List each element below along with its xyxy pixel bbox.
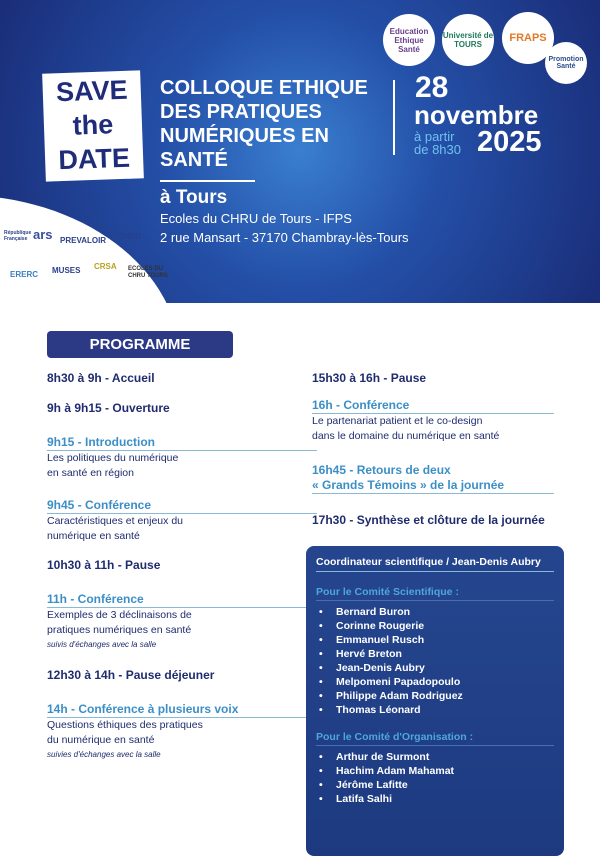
committee-member: • Latifa Salhi xyxy=(316,792,554,806)
item-desc: Exemples de 3 déclinaisons de xyxy=(47,609,192,621)
logo-republique: République Française xyxy=(4,230,32,242)
date-text: DATE xyxy=(57,142,131,176)
logo-prevaloir: PREVALOIR xyxy=(60,236,107,245)
programme-heading: PROGRAMME xyxy=(47,331,233,358)
item-desc: pratiques numériques en santé xyxy=(47,624,192,636)
programme-item xyxy=(312,463,554,494)
item-title: 16h - Conférence xyxy=(312,398,554,414)
item-title: 17h30 - Synthèse et clôture de la journée xyxy=(312,513,545,527)
organisation-committee-list xyxy=(316,750,554,806)
committee-member: • Hachim Adam Mahamat xyxy=(316,764,554,778)
item-desc: numérique en santé xyxy=(47,530,140,542)
header-banner xyxy=(0,0,600,303)
committee-panel xyxy=(306,546,564,856)
committee-member: • Jean-Denis Aubry xyxy=(316,661,554,675)
title-line: SANTÉ xyxy=(160,149,228,171)
committee-member: • Arthur de Surmont xyxy=(316,750,554,764)
logo-area xyxy=(0,195,180,303)
logo-promotion-sante: Promotion Santé xyxy=(545,42,587,84)
item-title: 9h à 9h15 - Ouverture xyxy=(47,401,170,415)
programme-item xyxy=(47,498,317,544)
item-desc: dans le domaine du numérique en santé xyxy=(312,430,500,442)
item-title: 10h30 à 11h - Pause xyxy=(47,558,161,572)
title-line: COLLOQUE ETHIQUE xyxy=(160,77,368,99)
item-title: 11h - Conférence xyxy=(47,592,317,608)
coordinator: Coordinateur scientifique / Jean-Denis Aubry xyxy=(316,556,554,572)
logo-universite-tours: Université de TOURS xyxy=(442,14,494,66)
programme-item xyxy=(312,371,554,385)
committee-member: • Corinne Rougerie xyxy=(316,619,554,633)
programme-item xyxy=(312,398,554,444)
item-title: « Grands Témoins » de la journée xyxy=(312,478,554,494)
item-title: 8h30 à 9h - Accueil xyxy=(47,371,155,385)
logo-ars: ars xyxy=(33,227,53,242)
item-desc: en santé en région xyxy=(47,467,134,479)
event-year: 2025 xyxy=(477,126,542,158)
start-time xyxy=(414,130,472,156)
item-desc: Le partenariat patient et le co-design xyxy=(312,415,483,427)
logo-muses: MUSES xyxy=(52,266,81,275)
logo-ees: Education Ethique Santé xyxy=(383,14,435,66)
programme-item xyxy=(312,513,564,527)
start-time-line: à partir xyxy=(414,129,455,144)
committee-member: • Melpomeni Papadopoulo xyxy=(316,675,554,689)
divider xyxy=(393,80,395,155)
item-title: 16h45 - Retours de deux xyxy=(312,463,451,477)
committee-member: • Bernard Buron xyxy=(316,605,554,619)
event-day: 28 xyxy=(415,71,449,104)
event-month: novembre xyxy=(414,100,539,130)
logo-fraps: FRAPS xyxy=(502,12,554,64)
event-city: à Tours xyxy=(160,187,228,208)
programme-item xyxy=(47,371,317,385)
item-note: suivies d'échanges avec la salle xyxy=(47,750,161,759)
programme-item xyxy=(47,401,317,415)
logo-ecoles-chru: ECOLES DU CHRU TOURS xyxy=(128,266,168,279)
save-the-date-badge xyxy=(42,70,144,181)
organisation-committee-heading: Pour le Comité d'Organisation : xyxy=(316,731,554,746)
programme-item xyxy=(47,668,317,682)
the-text: the xyxy=(72,109,114,141)
committee-member: • Philippe Adam Rodriguez xyxy=(316,689,554,703)
address-line: 2 rue Mansart - 37170 Chambray-lès-Tours xyxy=(160,230,409,245)
item-note: suivis d'échanges avec la salle xyxy=(47,640,157,649)
item-title: 14h - Conférence à plusieurs voix xyxy=(47,702,317,718)
address-line: Ecoles du CHRU de Tours - IFPS xyxy=(160,211,352,226)
title-line: DES PRATIQUES xyxy=(160,101,322,123)
programme-item xyxy=(47,702,317,759)
divider xyxy=(160,180,255,182)
item-title: 12h30 à 14h - Pause déjeuner xyxy=(47,668,215,682)
programme-item xyxy=(47,558,317,572)
item-desc: Caractéristiques et enjeux du xyxy=(47,515,183,527)
save-text: SAVE xyxy=(55,74,129,108)
committee-member: • Thomas Léonard xyxy=(316,703,554,717)
logo-chru: CHRU xyxy=(118,232,142,241)
programme-item xyxy=(47,592,317,649)
logo-crsa: CRSA xyxy=(94,262,117,271)
item-title: 9h15 - Introduction xyxy=(47,435,317,451)
title-line: NUMÉRIQUES EN xyxy=(160,125,329,147)
item-title: 9h45 - Conférence xyxy=(47,498,317,514)
start-time-line: de 8h30 xyxy=(414,142,461,157)
programme-item xyxy=(47,435,317,481)
item-title: 15h30 à 16h - Pause xyxy=(312,371,427,385)
item-desc: Questions éthiques des pratiques xyxy=(47,719,203,731)
committee-member: • Hervé Breton xyxy=(316,647,554,661)
scientific-committee-heading: Pour le Comité Scientifique : xyxy=(316,586,554,601)
item-desc: Les politiques du numérique xyxy=(47,452,179,464)
event-title xyxy=(160,76,390,172)
committee-member: • Jérôme Lafitte xyxy=(316,778,554,792)
item-desc: du numérique en santé xyxy=(47,734,155,746)
scientific-committee-list xyxy=(316,605,554,717)
logo-ererc: ERERC xyxy=(10,270,39,279)
committee-member: • Emmanuel Rusch xyxy=(316,633,554,647)
